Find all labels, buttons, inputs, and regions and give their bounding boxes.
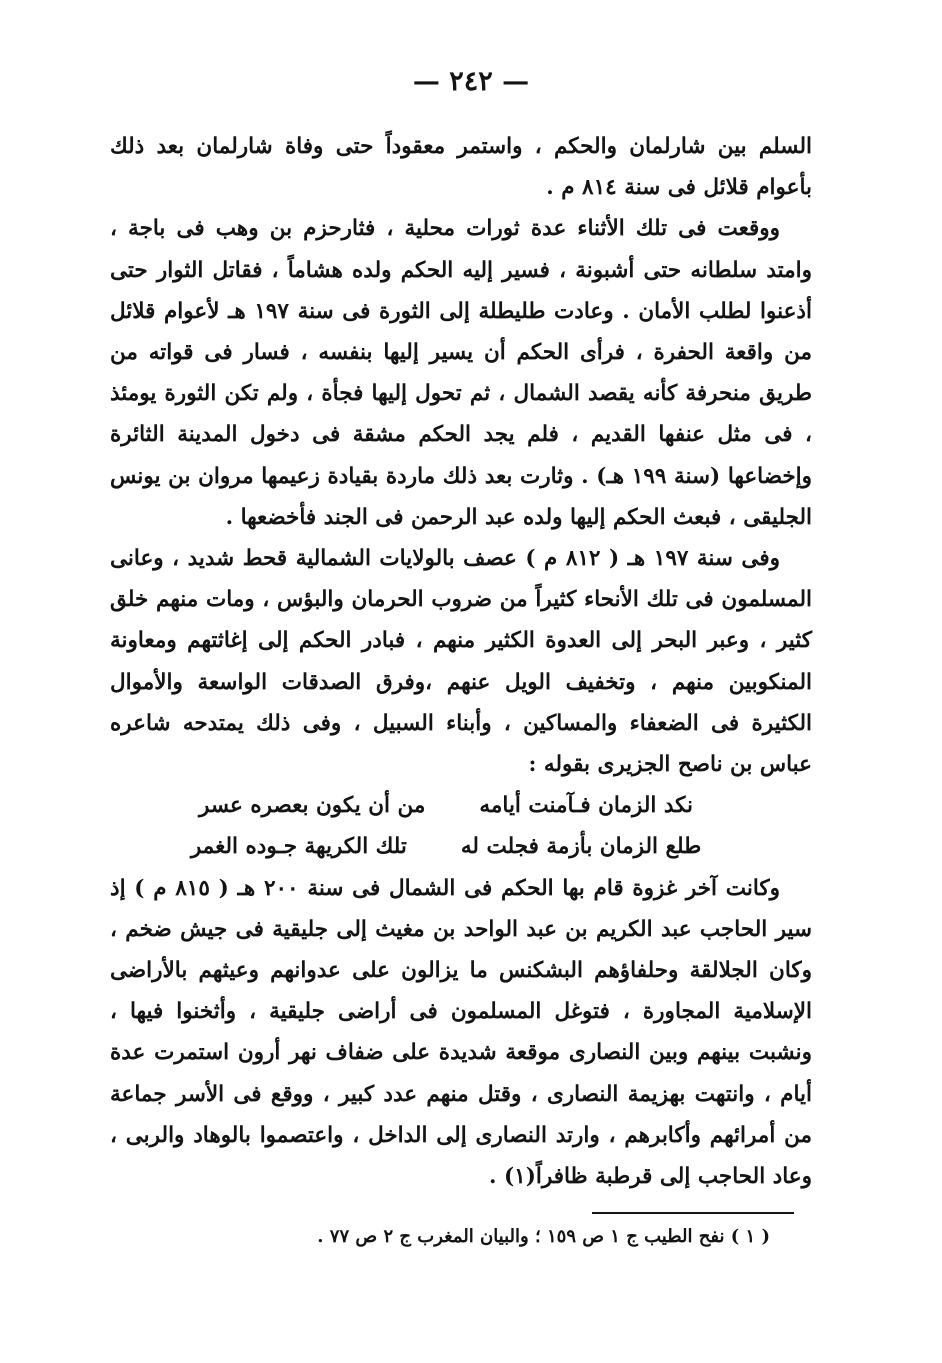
page-number: — ٢٤٢ — — [412, 66, 530, 97]
verse-second-hemistich: من أن يكون بعصره عسر — [199, 793, 426, 819]
paragraph-3: وفى سنة ١٩٧ هـ ( ٨١٢ م ) عصف بالولايات الشمالية قحط شديد ، وعانى المسلمون فى تلك الأنحاء كثيراً من ضروب الحرمان والبؤس ، ومات منهم خلق كثير ، وعبر البحر إلى العدوة الكثير منهم ، فبادر الحكم إلى إغاثتهم ومعاونة المنكوبين منهم ، وتخفيف الويل عنهم ،وفرق الصدقات الواسعة والأموال الكثيرة فى الضعفاء والمساكين ، وأبناء السبيل ، وفى ذلك يمتدحه شاعره عباس بن ناصح الجزيرى بقوله : — [110, 546, 812, 778]
poem — [110, 785, 812, 867]
poem-verse — [110, 826, 812, 867]
footnote-separator — [592, 1212, 794, 1214]
poem-verse — [110, 785, 812, 826]
paragraph-4: وكانت آخر غزوة قام بها الحكم فى الشمال فى سنة ٢٠٠ هـ ( ٨١٥ م ) إذ سير الحاجب عبد الكريم بن عبد الواحد بن مغيث إلى جليقية فى جيش ضخم ، وكان الجلالقة وحلفاؤهم البشكنس ما يزالون على عدوانهم وعيثهم بالأراضى الإسلامية المجاورة ، فتوغل المسلمون فى أراضى جليقية ، وأثخنوا فيها ، ونشبت بينهم وبين النصارى موقعة شديدة على ضفاف نهر أرون استمرت عدة أيام ، وانتهت بهزيمة النصارى ، وقتل منهم عدد كبير ، ووقع فى الأسر جماعة من أمرائهم وأكابرهم ، وارتد النصارى إلى الداخل ، واعتصموا بالوهاد والربى ، وعاد الحاجب إلى قرطبة ظافراً(١) . — [110, 875, 812, 1190]
verse-first-hemistich: نكد الزمان فـآمنت أيامه — [479, 793, 693, 819]
footnote: ( ١ ) نفح الطيب ج ١ ص ١٥٩ ؛ والبيان المغرب ج ٢ ص ٧٧ . — [317, 1226, 770, 1247]
verse-second-hemistich: تلك الكريهة جـوده الغمر — [190, 834, 407, 860]
verse-first-hemistich: طلع الزمان بأزمة فجلت له — [460, 834, 702, 860]
paragraph-2: ووقعت فى تلك الأثناء عدة ثورات محلية ، فثارحزم بن وهب فى باجة ، وامتد سلطانه حتى أشبونة ، فسير إليه الحكم ولده هشاماً ، فقاتل الثوار حتى أذعنوا لطلب الأمان . وعادت طليطلة إلى الثورة فى سنة ١٩٧ هـ لأعوام قلائل من واقعة الحفرة ، فرأى الحكم أن يسير إليها بنفسه ، فسار فى قواته من طريق منحرفة كأنه يقصد الشمال ، ثم تحول إليها فجأة ، ولم تكن الثورة يومئذ ، فى مثل عنفها القديم ، فلم يجد الحكم مشقة فى دخول المدينة الثائرة وإخضاعها (سنة ١٩٩ هـ) . وثارت بعد ذلك ماردة بقيادة زعيمها مروان بن يونس الجليقى ، فبعث الحكم إليها ولده عبد الرحمن فى الجند فأخضعها . — [110, 216, 813, 530]
paragraph-1: السلم بين شارلمان والحكم ، واستمر معقوداً حتى وفاة شارلمان بعد ذلك بأعوام قلائل فى سنة ٨١٤ م . — [110, 134, 812, 201]
main-text — [110, 126, 812, 1197]
